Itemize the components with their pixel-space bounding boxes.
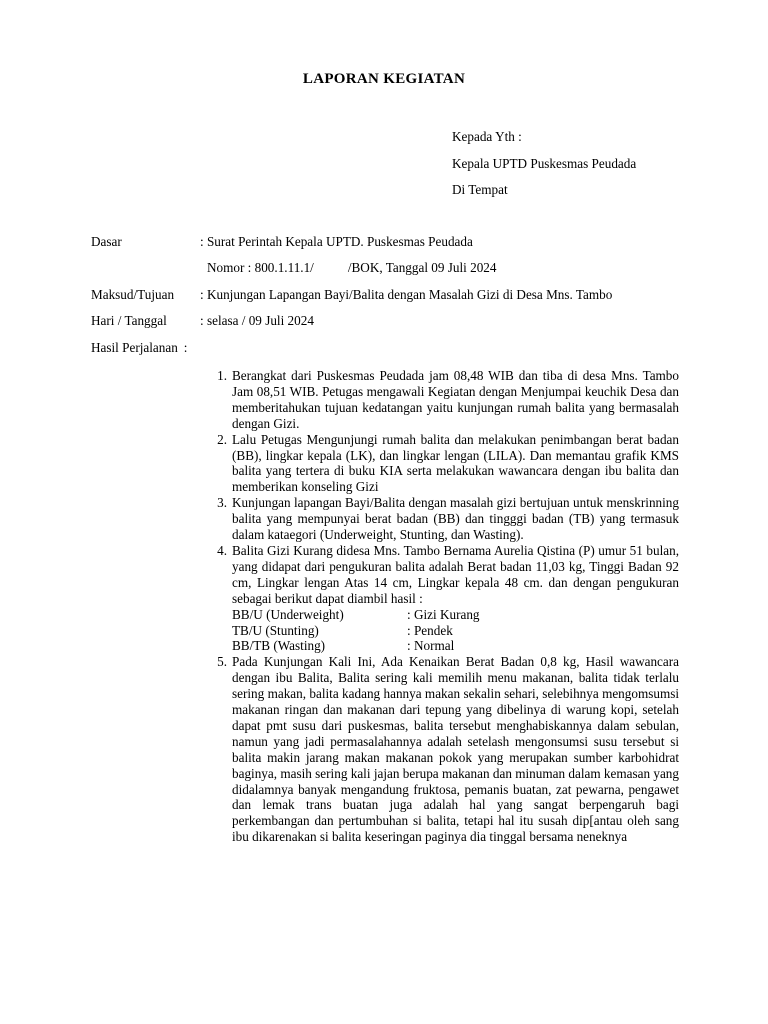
list-number: 3.	[217, 495, 227, 511]
page-title: LAPORAN KEGIATAN	[302, 71, 466, 87]
measurement-row	[232, 623, 679, 639]
list-number: 4.	[217, 542, 227, 558]
recipient-place: Di Tempat	[452, 182, 508, 197]
nomor-prefix: Nomor : 800.1.11.1/	[207, 260, 314, 275]
measurement-label: TB/U (Stunting)	[232, 622, 319, 638]
measurement-row	[232, 607, 679, 623]
list-text: Lalu Petugas Mengunjungi rumah balita dan melakukan penimbangan berat badan (BB), lingkar kepala (LK), dan lingkar lengan (LILA). Dan memantau grafik KMS balita yang tertera di buku KIA serta melakukan wawancara dengan ibu balita dan memberikan konseling Gizi	[232, 431, 679, 495]
list-number: 2.	[217, 431, 227, 447]
list-item	[205, 368, 679, 432]
measurement-value: : Normal	[407, 638, 455, 654]
hari-value: : selasa / 09 Juli 2024	[200, 313, 314, 328]
maksud-label: Maksud/Tujuan	[91, 287, 175, 302]
result-list	[205, 368, 679, 845]
nomor-value	[207, 260, 497, 276]
list-number: 1.	[217, 368, 227, 383]
list-item	[205, 432, 679, 496]
measurement-label: BB/U (Underweight)	[232, 606, 344, 622]
list-text: Pada Kunjungan Kali Ini, Ada Kenaikan Berat Badan 0,8 kg, Hasil wawancara dengan ibu Balita, Balita sering kali memilih menu makanan, balita tidak terlalu sering makan, balita kadang hannya makan sekalin sehari, selebihnya mengomsumsi makanan ringan dan makanan dari tepung yang dibelinya di warung kopi, setelah dapat pmt susu dari puskesmas, balita tersebut menghabiskannya dalam sebulan, namun yang jadi permasalahannya adalah setelash mengonsumsi susu tersebut si balita makin jarang makan makanan pokok yang merupakan sumber karbohidrat baginya, masih sering kali jajan berupa makanan dan minuman dalam kemasan yang didalamnya banyak mengandung fruktosa, pemanis buatan, zat pewarna, pengawet dan lemak trans buatan juga adalah hal yang sangat berpengaruh bagi perkembangan dan pertumbuhan si balita, tetapi hal itu susah dip[antau oleh sang ibu dikarenakan si balita keseringan paginya dia tinggal bersama neneknya	[232, 654, 679, 845]
hasil-label-text: Hasil Perjalanan	[91, 340, 178, 355]
list-item	[205, 543, 679, 654]
measurement-row	[232, 638, 679, 654]
measurement-table	[232, 607, 679, 655]
hasil-colon: :	[183, 340, 188, 355]
measurement-label: BB/TB (Wasting)	[232, 638, 326, 654]
dasar-label: Dasar	[91, 234, 122, 249]
list-item	[205, 654, 679, 845]
list-text: Berangkat dari Puskesmas Peudada jam 08,48 WIB dan tiba di desa Mns. Tambo Jam 08,51 WIB. Petugas mengawali Kegiatan dengan Menjumpai keuchik Desa dan memberitahukan tujuan kedatangan yaitu kunjungan rumah balita yang bermasalah dengan Gizi.	[232, 368, 679, 431]
maksud-value: : Kunjungan Lapangan Bayi/Balita dengan Masalah Gizi di Desa Mns. Tambo	[200, 287, 613, 302]
list-item	[205, 495, 679, 543]
measurement-value: : Pendek	[407, 622, 453, 638]
nomor-suffix: /BOK, Tanggal 09 Juli 2024	[347, 260, 497, 275]
list-number: 5.	[217, 654, 227, 670]
recipient-block	[452, 128, 636, 208]
recipient-greeting: Kepada Yth :	[452, 129, 522, 144]
hari-label: Hari / Tanggal	[91, 313, 167, 328]
dasar-value: : Surat Perintah Kepala UPTD. Puskesmas Peudada	[200, 234, 473, 249]
recipient-name: Kepala UPTD Puskesmas Peudada	[452, 155, 637, 171]
measurement-value: : Gizi Kurang	[407, 606, 480, 622]
hasil-label	[91, 340, 187, 356]
list-text: Balita Gizi Kurang didesa Mns. Tambo Bernama Aurelia Qistina (P) umur 51 bulan, yang didapat dari pengukuran balita adalah Berat badan 11,03 kg, Tinggi Badan 92 cm, Lingkar lengan Atas 14 cm, Lingkar kepala 48 cm. dan dengan pengukuran sebagai berikut dapat diambil hasil :	[232, 542, 679, 606]
list-text: Kunjungan lapangan Bayi/Balita dengan masalah gizi bertujuan untuk menskrinning balita yang mempunyai berat badan (BB) dan tingggi badan (TB) yang termasuk dalam kataegori (Underweight, Stunting, dan Wasting).	[232, 495, 679, 543]
